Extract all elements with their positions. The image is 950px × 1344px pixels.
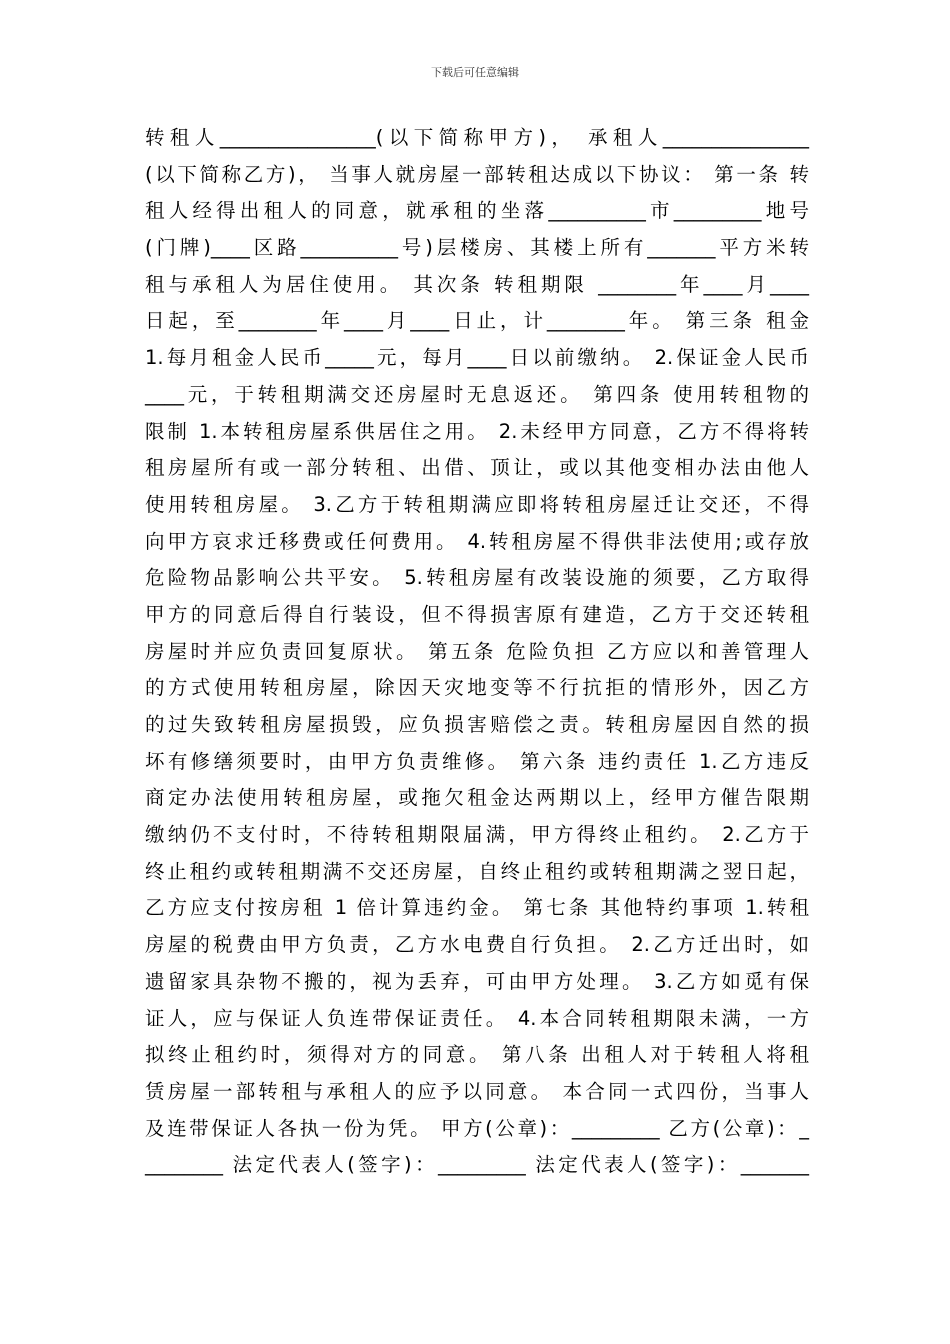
text-line: 向甲方哀求迁移费或任何费用。 4.转租房屋不得供非法使用;或存放 (145, 529, 809, 553)
text-line: ____元，于转租期满交还房屋时无息返还。 第四条 使用转租物的 (145, 382, 809, 406)
text-line: 限制 1.本转租房屋系供居住之用。 2.未经甲方同意，乙方不得将转 (145, 419, 809, 443)
text-line: 商定办法使用转租房屋，或拖欠租金达两期以上，经甲方催告限期 (145, 786, 809, 810)
text-line: 使用转租房屋。 3.乙方于转租期满应即将转租房屋迁让交还，不得 (145, 492, 809, 516)
text-line: 终止租约或转租期满不交还房屋，自终止租约或转租期满之翌日起， (145, 859, 809, 883)
text-line: 日起，至________年____月____日止，计________年。 第三条 租金 (145, 309, 809, 333)
text-line: (门牌)____区路__________号)层楼房、其楼上所有_______平方米转 (145, 236, 809, 260)
text-line: 租与承租人为居住使用。 其次条 转租期限 ________年____月____ (145, 272, 809, 296)
text-line: 房屋的税费由甲方负责，乙方水电费自行负担。 2.乙方迁出时，如 (145, 933, 809, 957)
text-line: 危险物品影响公共平安。 5.转租房屋有改装设施的须要，乙方取得 (145, 566, 809, 590)
text-line: 的方式使用转租房屋，除因天灾地变等不行抗拒的情形外，因乙方 (145, 676, 809, 700)
contract-body (145, 120, 809, 1184)
text-line: 租人经得出租人的同意，就承租的坐落__________市_________地号 (145, 199, 809, 223)
text-line: 证人，应与保证人负连带保证责任。 4.本合同转租期限未满，一方 (145, 1006, 809, 1030)
text-line: 1.每月租金人民币_____元，每月____日以前缴纳。 2.保证金人民币 (145, 346, 809, 370)
text-line: 遗留家具杂物不搬的，视为丢弃，可由甲方处理。 3.乙方如觅有保 (145, 969, 809, 993)
text-line: ________ 法定代表人(签字)：_________ 法定代表人(签字)：_______ (145, 1153, 809, 1177)
text-line: 甲方的同意后得自行装设，但不得损害原有建造，乙方于交还转租 (145, 602, 809, 626)
text-line: 赁房屋一部转租与承租人的应予以同意。 本合同一式四份，当事人 (145, 1079, 809, 1103)
text-line: 租房屋所有或一部分转租、出借、顶让，或以其他变相办法由他人 (145, 456, 809, 480)
text-line: 拟终止租约时，须得对方的同意。 第八条 出租人对于转租人将租 (145, 1043, 809, 1067)
text-line: 及连带保证人各执一份为凭。 甲方(公章)：_________ 乙方(公章)：_ (145, 1116, 809, 1140)
header-note: 下载后可任意编辑 (431, 66, 519, 79)
text-line: 的过失致转租房屋损毁，应负损害赔偿之责。转租房屋因自然的损 (145, 713, 809, 736)
text-line: 缴纳仍不支付时，不待转租期限届满，甲方得终止租约。 2.乙方于 (145, 823, 809, 847)
text-line: 乙方应支付按房租 1 倍计算违约金。 第七条 其他特约事项 1.转租 (145, 896, 809, 920)
text-line: 转租人________________(以下简称甲方)， 承租人_______________ (145, 126, 809, 149)
text-line: 房屋时并应负责回复原状。 第五条 危险负担 乙方应以和善管理人 (145, 639, 809, 663)
text-line: 坏有修缮须要时，由甲方负责维修。 第六条 违约责任 1.乙方违反 (145, 749, 809, 773)
text-line: (以下简称乙方)， 当事人就房屋一部转租达成以下协议： 第一条 转 (145, 162, 809, 186)
